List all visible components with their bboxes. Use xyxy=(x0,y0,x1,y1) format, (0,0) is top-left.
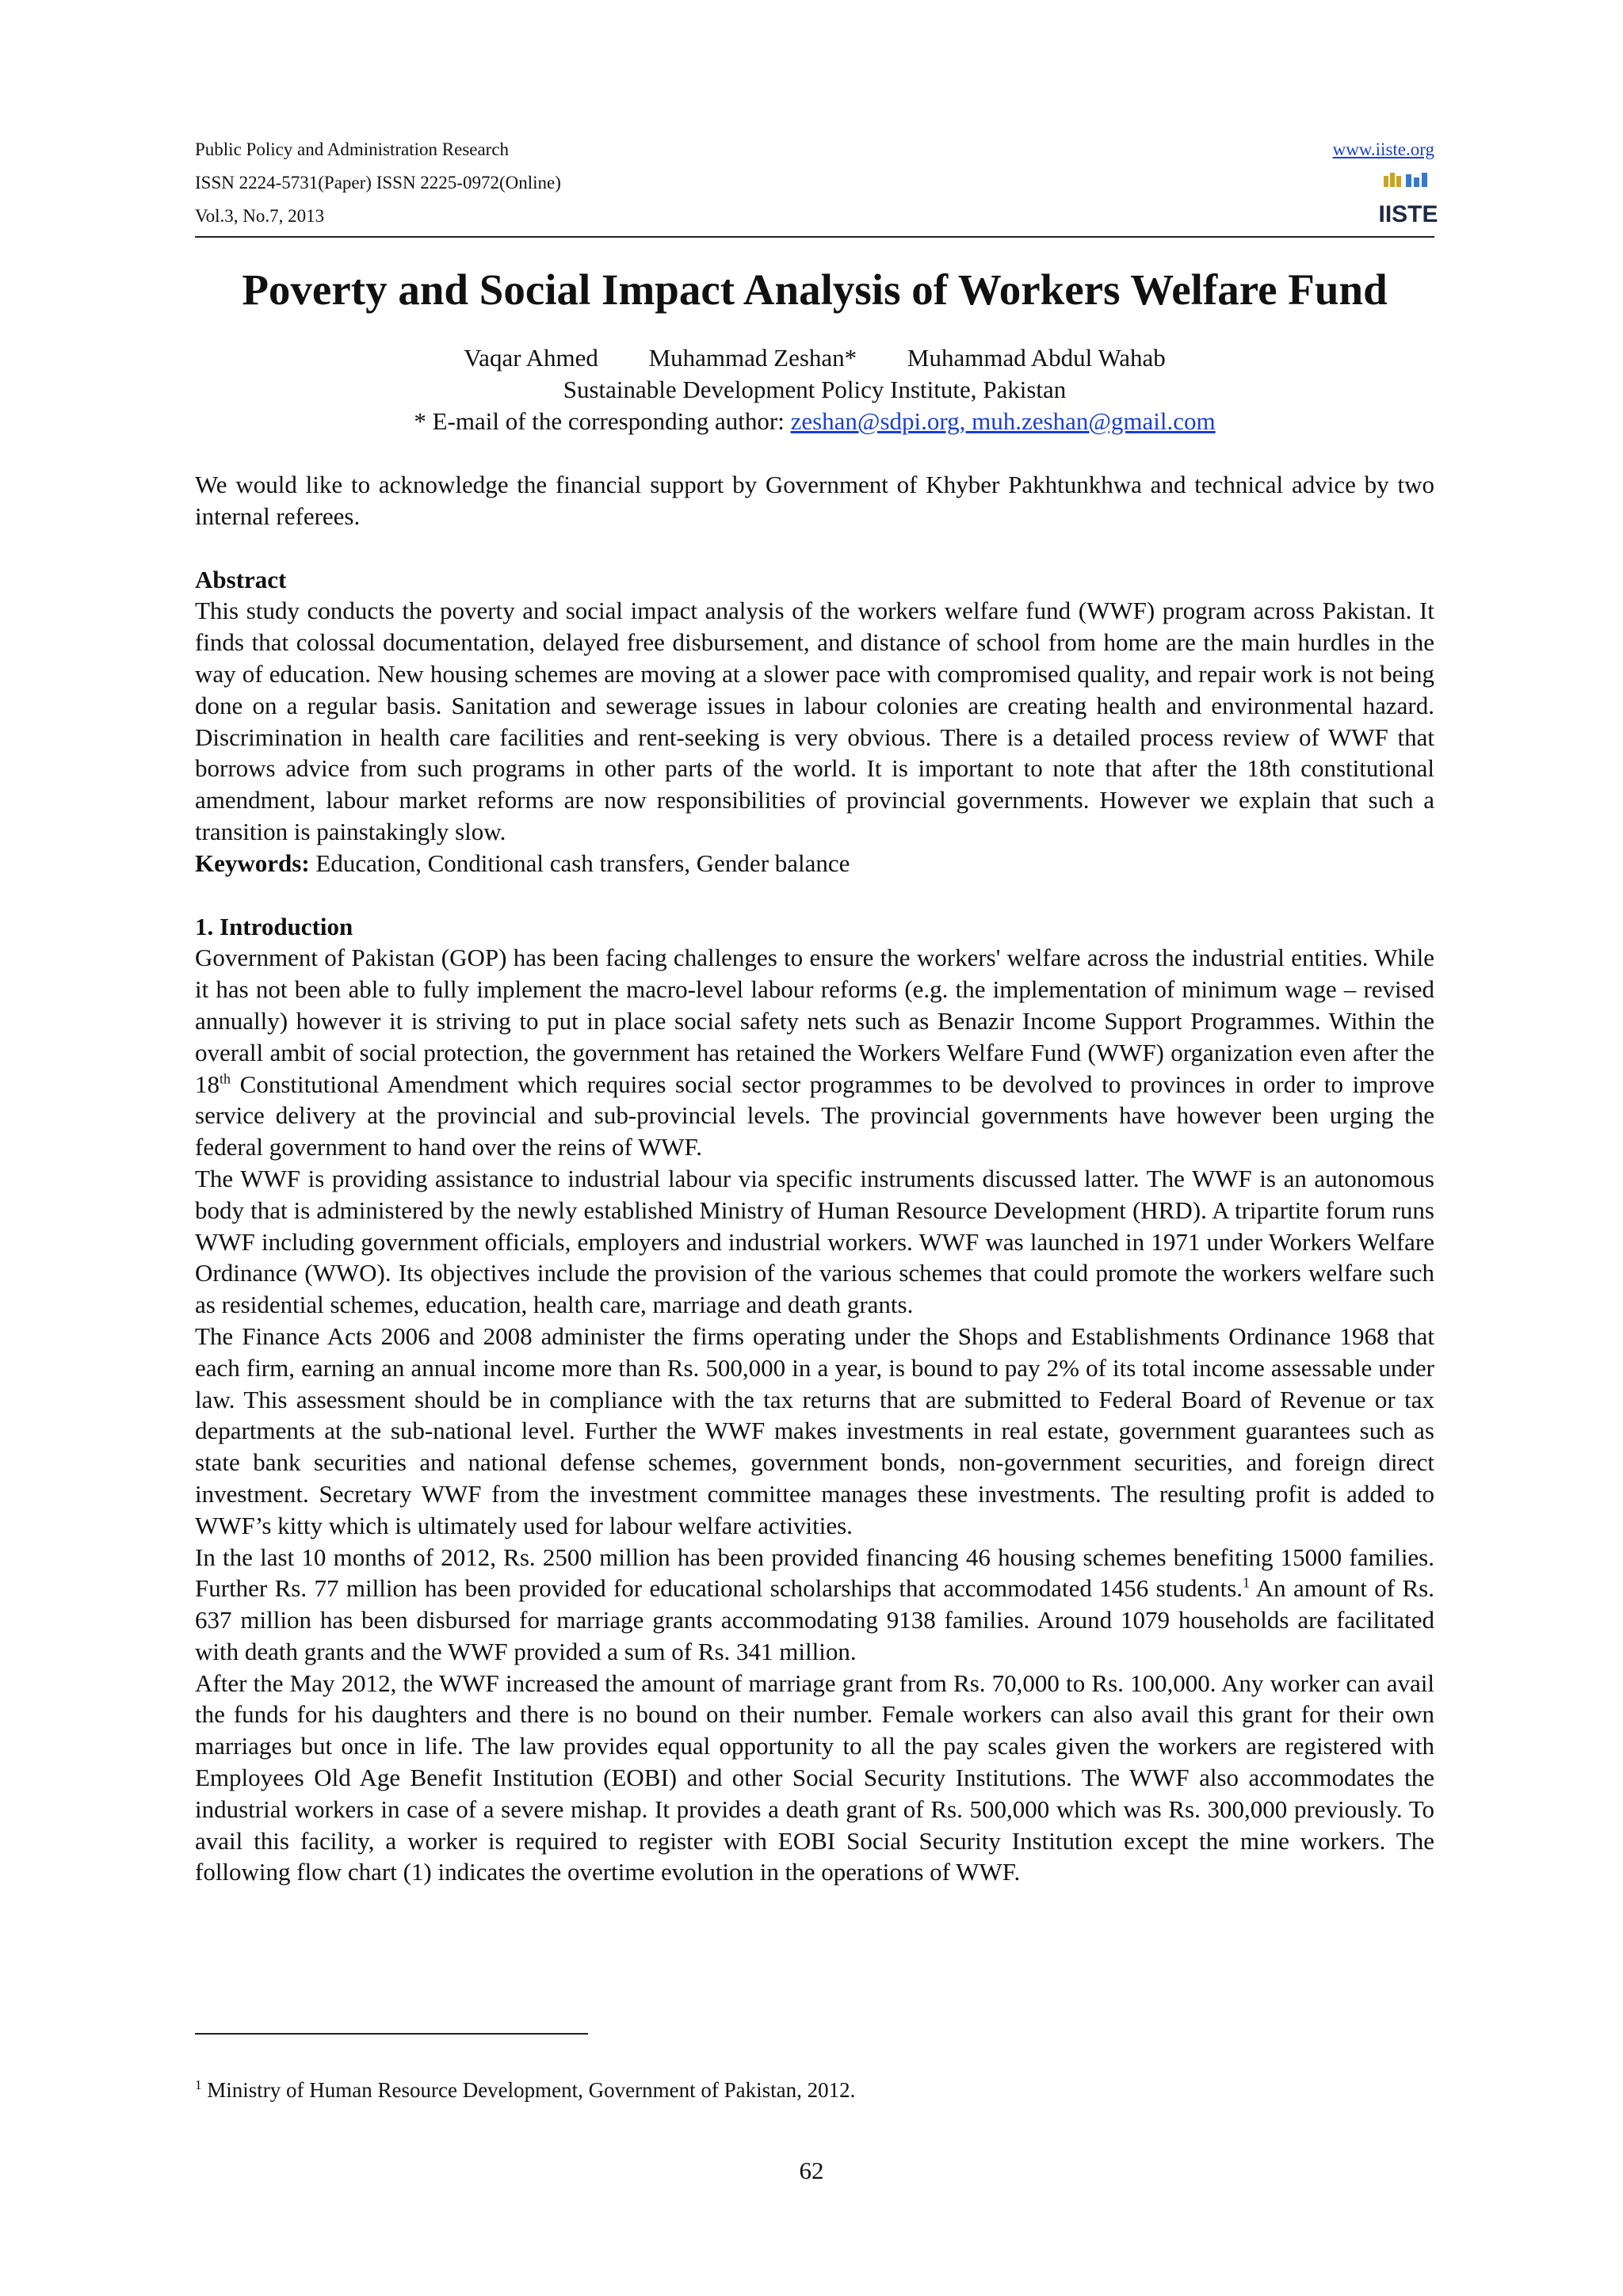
header-divider xyxy=(195,236,1434,238)
introduction-heading: 1. Introduction xyxy=(195,912,353,940)
paragraph-text: In the last 10 months of 2012, Rs. 2500 million has been provided financing 46 housing schemes benefiting 15000 families. Further Rs. 77 million has been provided for educational scholarships that accommodated 1456 students. xyxy=(195,1543,1434,1603)
authors-block xyxy=(195,342,1434,437)
acknowledgement: We would like to acknowledge the financial support by Government of Khyber Pakhtunkhwa and technical advice by two internal referees. xyxy=(195,471,1434,530)
intro-paragraph-1 xyxy=(195,942,1434,1163)
footnote-divider xyxy=(195,2033,588,2035)
intro-paragraph-4 xyxy=(195,1542,1434,1668)
affiliation: Sustainable Development Policy Institute, Pakistan xyxy=(563,376,1067,403)
journal-name: Public Policy and Administration Research xyxy=(195,139,510,159)
abstract-text: This study conducts the poverty and social impact analysis of the workers welfare fund (WWF) program across Pakistan. It finds that colossal documentation, delayed free disbursement, and distance of school from home are the main hurdles in the way of education. New housing schemes are moving at a slower pace with compromised quality, and repair work is not being done on a regular basis. Sanitation and sewerage issues in labour colonies are creating health and environmental hazard. Discrimination in health care facilities and rent-seeking is very obvious. There is a detailed process review of WWF that borrows advice from such programs in other parts of the world. It is important to note that after the 18th constitutional amendment, labour market reforms are now responsibilities of provincial governments. However we explain that such a transition is painstakingly slow. xyxy=(195,597,1434,845)
logo-text: IISTE xyxy=(1378,201,1438,227)
footnote-marker[interactable]: 1 xyxy=(1243,1574,1251,1591)
superscript-th: th xyxy=(220,1070,231,1087)
journal-volume: Vol.3, No.7, 2013 xyxy=(195,206,325,226)
page-number: 62 xyxy=(799,2157,824,2184)
paragraph-text: Constitutional Amendment which requires social sector programmes to be devolved to provinces in order to improve service delivery at the provincial and sub-provincial levels. The provincial governments have however been urging the federal government to hand over the reins of WWF. xyxy=(195,1070,1434,1161)
intro-paragraph-2: The WWF is providing assistance to industrial labour via specific instruments discussed latter. The WWF is an autonomous body that is administered by the newly established Ministry of Human Resource Development (HRD). A tripartite forum runs WWF including government officials, employers and industrial workers. WWF was launched in 1971 under Workers Welfare Ordinance (WWO). Its objectives include the provision of the various schemes that could promote the workers welfare such as residential schemes, education, health care, marriage and death grants. xyxy=(195,1164,1434,1319)
intro-paragraph-3: The Finance Acts 2006 and 2008 administer the firms operating under the Shops and Establishments Ordinance 1968 that each firm, earning an annual income more than Rs. 500,000 in a year, is bound to pay 2% of its total income assessable under law. This assessment should be in compliance with the tax returns that are submitted to Federal Board of Revenue or tax departments at the sub-national level. Further the WWF makes investments in real estate, government guarantees such as state bank securities and national defense schemes, government bonds, non-government securities, and foreign direct investment. Secretary WWF from the investment committee manages these investments. The resulting profit is added to WWF’s kitty which is ultimately used for labour welfare activities. xyxy=(195,1322,1434,1539)
corresponding-author-line xyxy=(195,406,1434,437)
abstract-heading: Abstract xyxy=(195,565,287,593)
footnote-text: Ministry of Human Resource Development, Government of Pakistan, 2012. xyxy=(201,2078,856,2102)
author-list xyxy=(195,342,1434,374)
keywords-line xyxy=(195,848,1434,879)
keywords-text: Education, Conditional cash transfers, Gender balance xyxy=(309,849,850,877)
author-name: Muhammad Abdul Wahab xyxy=(907,344,1166,372)
footnote xyxy=(195,2076,1434,2104)
paper-title: Poverty and Social Impact Analysis of Workers Welfare Fund xyxy=(242,265,1388,314)
author-name: Vaqar Ahmed xyxy=(464,344,598,372)
footnote-number: 1 xyxy=(195,2077,202,2092)
journal-issn: ISSN 2224-5731(Paper) ISSN 2225-0972(Online) xyxy=(195,173,561,193)
corresponding-email-link[interactable]: zeshan@sdpi.org, muh.zeshan@gmail.com xyxy=(790,407,1216,435)
iiste-logo xyxy=(1378,171,1438,227)
journal-website-link[interactable]: www.iiste.org xyxy=(1332,139,1434,159)
corresponding-prefix: * E-mail of the corresponding author: xyxy=(414,407,791,435)
journal-header xyxy=(195,133,1438,233)
paper-body xyxy=(195,469,1434,1888)
paragraph-text: Government of Pakistan (GOP) has been facing challenges to ensure the workers' welfare across the industrial entities. While it has not been able to fully implement the macro-level labour reforms (e.g. the implementation of minimum wage – revised annually) however it is striving to put in place social safety nets such as Benazir Income Support Programmes. Within the overall ambit of social protection, the government has retained the Workers Welfare Fund (WWF) organization even after the 18 xyxy=(195,944,1434,1098)
author-name: Muhammad Zeshan* xyxy=(648,344,857,372)
keywords-label: Keywords: xyxy=(195,849,310,877)
paragraph-text: An amount of Rs. 637 million has been disbursed for marriage grants accommodating 9138 families. Around 1079 households are facilitated with death grants and the WWF provided a sum of Rs. 341 million. xyxy=(195,1574,1434,1665)
intro-paragraph-5: After the May 2012, the WWF increased the amount of marriage grant from Rs. 70,000 to Rs. 100,000. Any worker can avail the funds for his daughters and there is no bound on their number. Female workers can also avail this grant for their own marriages but once in life. The law provides equal opportunity to all the pay scales given the workers are registered with Employees Old Age Benefit Institution (EOBI) and other Social Security Institutions. The WWF also accommodates the industrial workers in case of a severe mishap. It provides a death grant of Rs. 500,000 which was Rs. 300,000 previously. To avail this facility, a worker is required to register with EOBI Social Security Institution except the mine workers. The following flow chart (1) indicates the overtime evolution in the operations of WWF. xyxy=(195,1669,1434,1886)
